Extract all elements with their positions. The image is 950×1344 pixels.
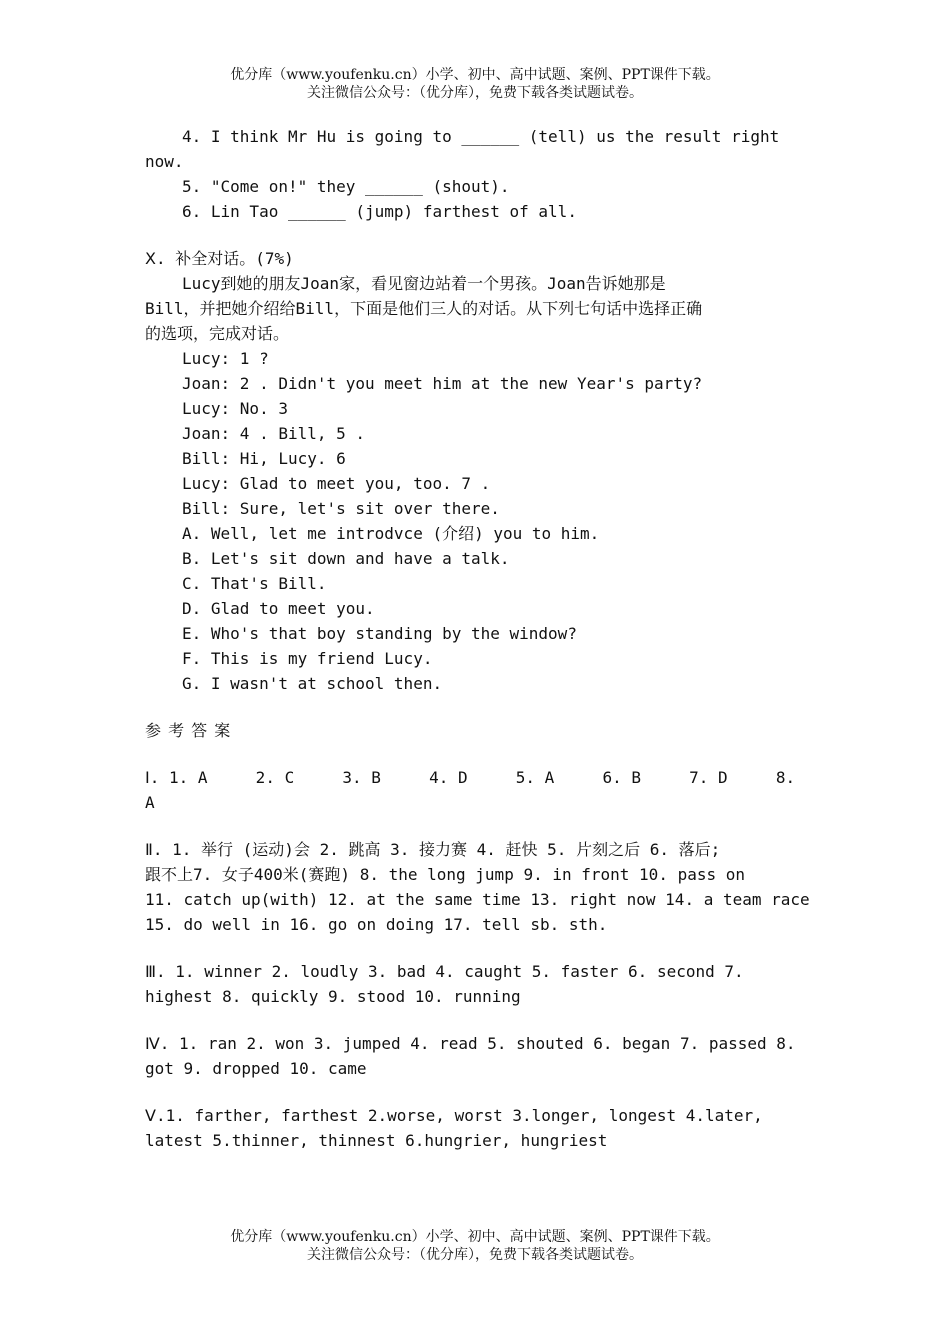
dialogue-line: Lucy: Glad to meet you, too. 7 . — [182, 474, 491, 493]
section-10-intro-2: Bill，并把她介绍给Bill，下面是他们三人的对话。从下列七句话中选择正确 — [145, 299, 703, 318]
answers-section-1-line-1: Ⅰ. 1. A 2. C 3. B 4. D 5. A 6. B 7. D 8. — [145, 768, 796, 787]
dialogue-line: Bill: Hi, Lucy. 6 — [182, 449, 346, 468]
answers-title: 参 考 答 案 — [145, 721, 232, 740]
dialogue-line: Lucy: 1 ? — [182, 349, 269, 368]
option-line: F. This is my friend Lucy. — [182, 649, 433, 668]
header-line-2: 关注微信公众号：（优分库），免费下载各类试题试卷。 — [307, 85, 643, 101]
answers-section-3-line-1: Ⅲ. 1. winner 2. loudly 3. bad 4. caught 5. faster 6. second 7. — [145, 962, 744, 981]
dialogue-line: Joan: 2 . Didn't you meet him at the new Year's party? — [182, 374, 703, 393]
section-10-intro-1: Lucy到她的朋友Joan家，看见窗边站着一个男孩。Joan告诉她那是 — [182, 274, 666, 293]
page-footer — [0, 1228, 950, 1264]
page-header — [0, 66, 950, 102]
header-line-1: 优分库（www.youfenku.cn）小学、初中、高中试题、案例、PPT课件下载。 — [230, 67, 720, 83]
dialogue-line: Joan: 4 . Bill, 5 . — [182, 424, 366, 443]
dialogue-line: Bill: Sure, let's sit over there. — [182, 499, 500, 518]
question-5: 5. "Come on!" they ______ (shout). — [182, 177, 510, 196]
answers-section-2-line-3: 11. catch up(with) 12. at the same time 13. right now 14. a team race — [145, 890, 810, 909]
answers-section-3-line-2: highest 8. quickly 9. stood 10. running — [145, 987, 521, 1006]
answers-section-5-line-1: Ⅴ.1. farther, farthest 2.worse, worst 3.longer, longest 4.later, — [145, 1106, 763, 1125]
section-10-title: Ⅹ. 补全对话。(7%) — [145, 249, 294, 268]
dialogue-line: Lucy: No. 3 — [182, 399, 288, 418]
question-6: 6. Lin Tao ______ (jump) farthest of all. — [182, 202, 577, 221]
document-body — [145, 124, 825, 1153]
answers-section-2-line-1: Ⅱ. 1. 举行 (运动)会 2. 跳高 3. 接力赛 4. 赶快 5. 片刻之后 6. 落后; — [145, 840, 721, 859]
answers-section-2-line-2: 跟不上7. 女子400米(赛跑) 8. the long jump 9. in front 10. pass on — [145, 865, 746, 884]
question-4-line-1: 4. I think Mr Hu is going to ______ (tell) us the result right — [182, 127, 780, 146]
question-4-line-2: now. — [145, 152, 184, 171]
option-line: E. Who's that boy standing by the window? — [182, 624, 577, 643]
option-line: A. Well, let me introdvce (介绍) you to him. — [182, 524, 600, 543]
answers-section-1-line-2: A — [145, 793, 155, 812]
footer-line-2: 关注微信公众号：（优分库），免费下载各类试题试卷。 — [307, 1247, 643, 1263]
answers-section-4-line-1: Ⅳ. 1. ran 2. won 3. jumped 4. read 5. shouted 6. began 7. passed 8. — [145, 1034, 796, 1053]
answers-section-5-line-2: latest 5.thinner, thinnest 6.hungrier, hungriest — [145, 1131, 608, 1150]
option-line: G. I wasn't at school then. — [182, 674, 443, 693]
answers-section-4-line-2: got 9. dropped 10. came — [145, 1059, 367, 1078]
answers-section-2-line-4: 15. do well in 16. go on doing 17. tell sb. sth. — [145, 915, 608, 934]
option-line: C. That's Bill. — [182, 574, 327, 593]
option-line: B. Let's sit down and have a talk. — [182, 549, 510, 568]
footer-line-1: 优分库（www.youfenku.cn）小学、初中、高中试题、案例、PPT课件下载。 — [230, 1229, 720, 1245]
option-line: D. Glad to meet you. — [182, 599, 375, 618]
section-10-intro-3: 的选项，完成对话。 — [145, 324, 290, 343]
